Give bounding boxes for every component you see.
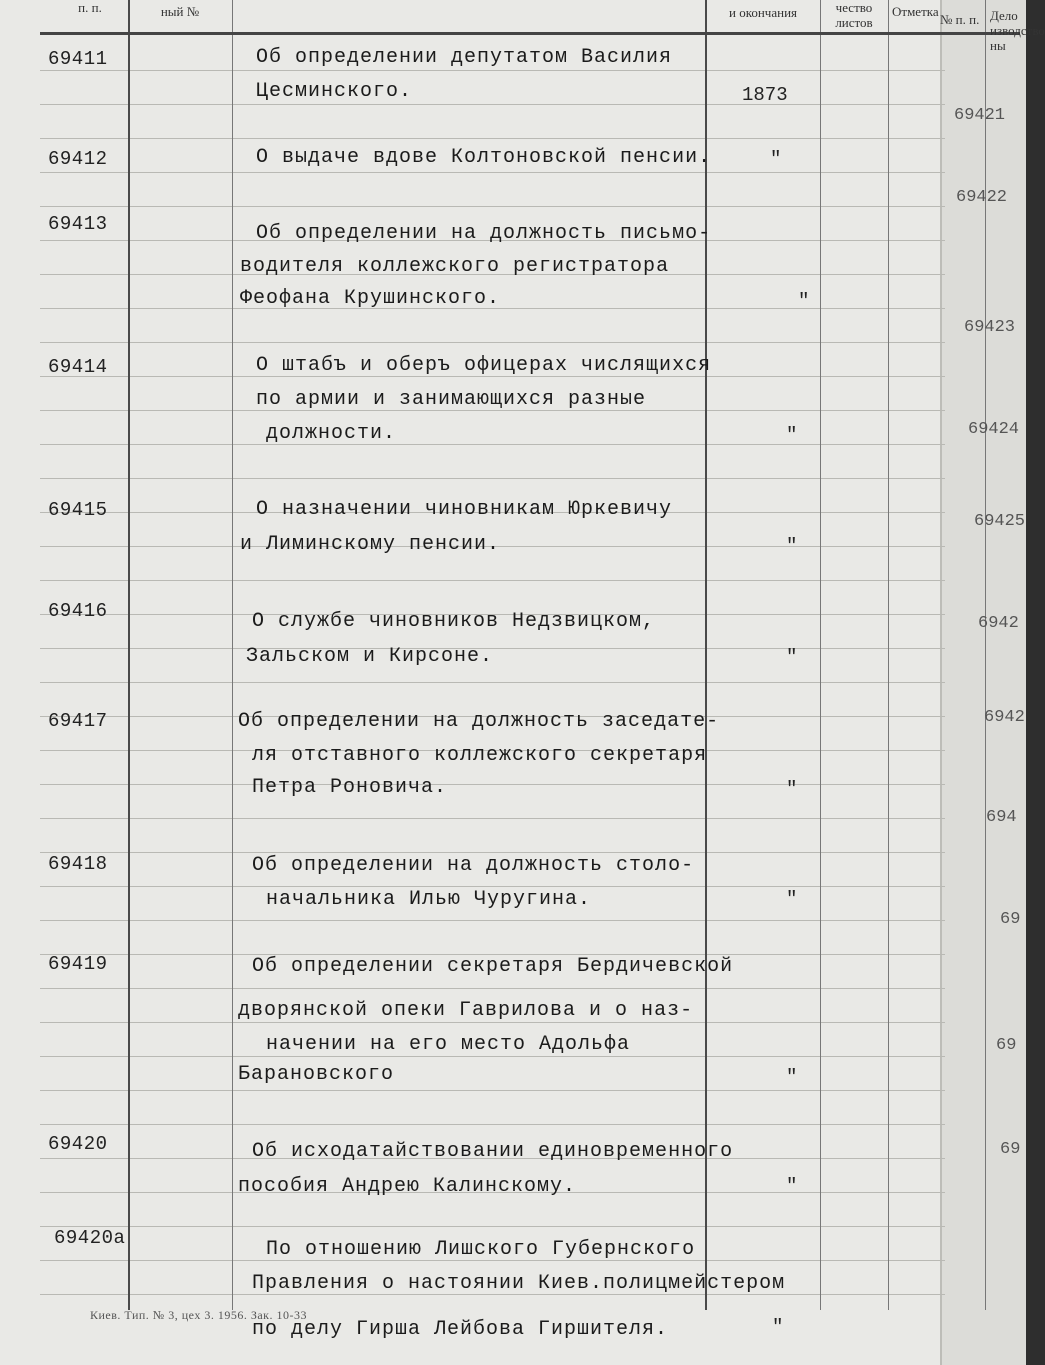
ruled-line xyxy=(40,852,945,853)
entry-line: Правления о настоянии Киев.полицмейстером xyxy=(252,1272,786,1295)
entry-number: 69418 xyxy=(48,853,108,875)
ruled-line xyxy=(40,580,945,581)
ditto-mark: " xyxy=(772,1316,784,1338)
header-col6: Отметка xyxy=(892,4,939,19)
entry-line: Об определении на должность заседате- xyxy=(238,710,720,733)
edge-number: 69424 xyxy=(968,420,1020,439)
entry-number: 69420 xyxy=(48,1133,108,1155)
entry-line: Об определении депутатом Василия xyxy=(256,46,673,69)
entry-line: О выдаче вдове Колтоновской пенсии. xyxy=(256,146,712,169)
ruled-line xyxy=(40,206,945,207)
edge-number: 69423 xyxy=(964,318,1016,337)
header-rule xyxy=(40,32,1020,35)
ruled-line xyxy=(40,682,945,683)
ruled-line xyxy=(40,138,945,139)
ruled-line xyxy=(40,818,945,819)
ruled-line xyxy=(40,1226,945,1227)
column-divider xyxy=(232,0,233,1310)
entry-number: 69412 xyxy=(48,148,108,170)
entry-line: пособия Андрею Калинскому. xyxy=(238,1175,577,1198)
edge-number: 69422 xyxy=(956,188,1008,207)
entry-number: 69415 xyxy=(48,499,108,521)
entry-line: дворянской опеки Гаврилова и о наз- xyxy=(238,999,694,1022)
ditto-mark: " xyxy=(786,1175,798,1197)
entry-line: О службе чиновников Недзвицком, xyxy=(252,610,656,633)
ruled-line xyxy=(40,342,945,343)
printer-footer: Киев. Тип. № 3, цех 3. 1956. Зак. 10-33 xyxy=(90,1308,307,1322)
entry-line: начальника Илью Чуругина. xyxy=(266,888,592,911)
ruled-line xyxy=(40,1090,945,1091)
entry-line: Об исходатайствовании единовременного xyxy=(252,1140,734,1163)
entry-number: 69414 xyxy=(48,356,108,378)
ruled-line xyxy=(40,1056,945,1057)
entry-line: Барановского xyxy=(238,1063,395,1086)
edge-number: 69 xyxy=(996,1036,1017,1055)
header-col2: ный № xyxy=(160,4,200,19)
entry-line: водителя коллежского регистратора xyxy=(240,255,670,278)
entry-year: 1873 xyxy=(742,84,788,106)
entry-number: 69416 xyxy=(48,600,108,622)
entry-line: по делу Гирша Лейбова Гиршителя. xyxy=(252,1318,669,1341)
column-divider xyxy=(888,0,889,1310)
ruled-line xyxy=(40,1124,945,1125)
ruled-line xyxy=(40,920,945,921)
ditto-mark: " xyxy=(786,646,798,668)
entry-line: Петра Роновича. xyxy=(252,776,448,799)
edge-number: 6942 xyxy=(978,614,1019,633)
entry-number: 69413 xyxy=(48,213,108,235)
entry-line: и Лиминскому пенсии. xyxy=(240,533,501,556)
ruled-line xyxy=(40,988,945,989)
entry-line: Феофана Крушинского. xyxy=(240,287,501,310)
entry-line: Об определении секретаря Бердичевской xyxy=(252,955,734,978)
ditto-mark: " xyxy=(770,148,782,170)
entry-line: По отношению Лишского Губернского xyxy=(266,1238,696,1261)
ditto-mark: " xyxy=(798,290,810,312)
entry-line: по армии и занимающихся разные xyxy=(256,388,647,411)
ditto-mark: " xyxy=(786,1066,798,1088)
ditto-mark: " xyxy=(786,424,798,446)
entry-line: Об определении на должность письмо- xyxy=(256,222,712,245)
ruled-line xyxy=(40,172,945,173)
entry-line: должности. xyxy=(266,422,397,445)
entry-number: 69417 xyxy=(48,710,108,732)
edge-number: 694 xyxy=(986,808,1017,827)
header-col4: и окончания xyxy=(728,5,798,20)
ruled-line xyxy=(40,478,945,479)
column-divider xyxy=(820,0,821,1310)
entry-number: 69420а xyxy=(54,1227,126,1249)
entry-number: 69411 xyxy=(48,48,108,70)
header-col8: Дело изводство ны xyxy=(990,8,1045,53)
ruled-line xyxy=(40,784,945,785)
ditto-mark: " xyxy=(786,535,798,557)
edge-number: 69421 xyxy=(954,106,1006,125)
edge-number: 69 xyxy=(1000,1140,1021,1159)
entry-line: ля отставного коллежского секретаря xyxy=(252,744,708,767)
ditto-mark: " xyxy=(786,888,798,910)
edge-number: 69425 xyxy=(974,512,1026,531)
ruled-line xyxy=(40,886,945,887)
ruled-line xyxy=(40,1022,945,1023)
entry-number: 69419 xyxy=(48,953,108,975)
entry-line: О штабъ и оберъ офицерах числящихся xyxy=(256,354,712,377)
entry-line: О назначении чиновникам Юркевичу xyxy=(256,498,673,521)
entry-line: Об определении на должность столо- xyxy=(252,854,695,877)
header-col5: чество листов xyxy=(835,0,873,30)
entry-line: начении на его место Адольфа xyxy=(266,1033,631,1056)
ruled-line xyxy=(40,70,945,71)
ruled-line xyxy=(40,444,945,445)
edge-number: 6942 xyxy=(984,708,1025,727)
edge-number: 69 xyxy=(1000,910,1021,929)
column-divider xyxy=(705,0,707,1310)
column-divider xyxy=(128,0,130,1310)
ditto-mark: " xyxy=(786,778,798,800)
header-col7: № п. п. xyxy=(940,12,980,27)
ruled-line xyxy=(40,104,945,105)
header-col1: п. п. xyxy=(78,0,102,15)
entry-line: Зальском и Кирсоне. xyxy=(246,645,494,668)
entry-line: Цесминского. xyxy=(256,80,413,103)
